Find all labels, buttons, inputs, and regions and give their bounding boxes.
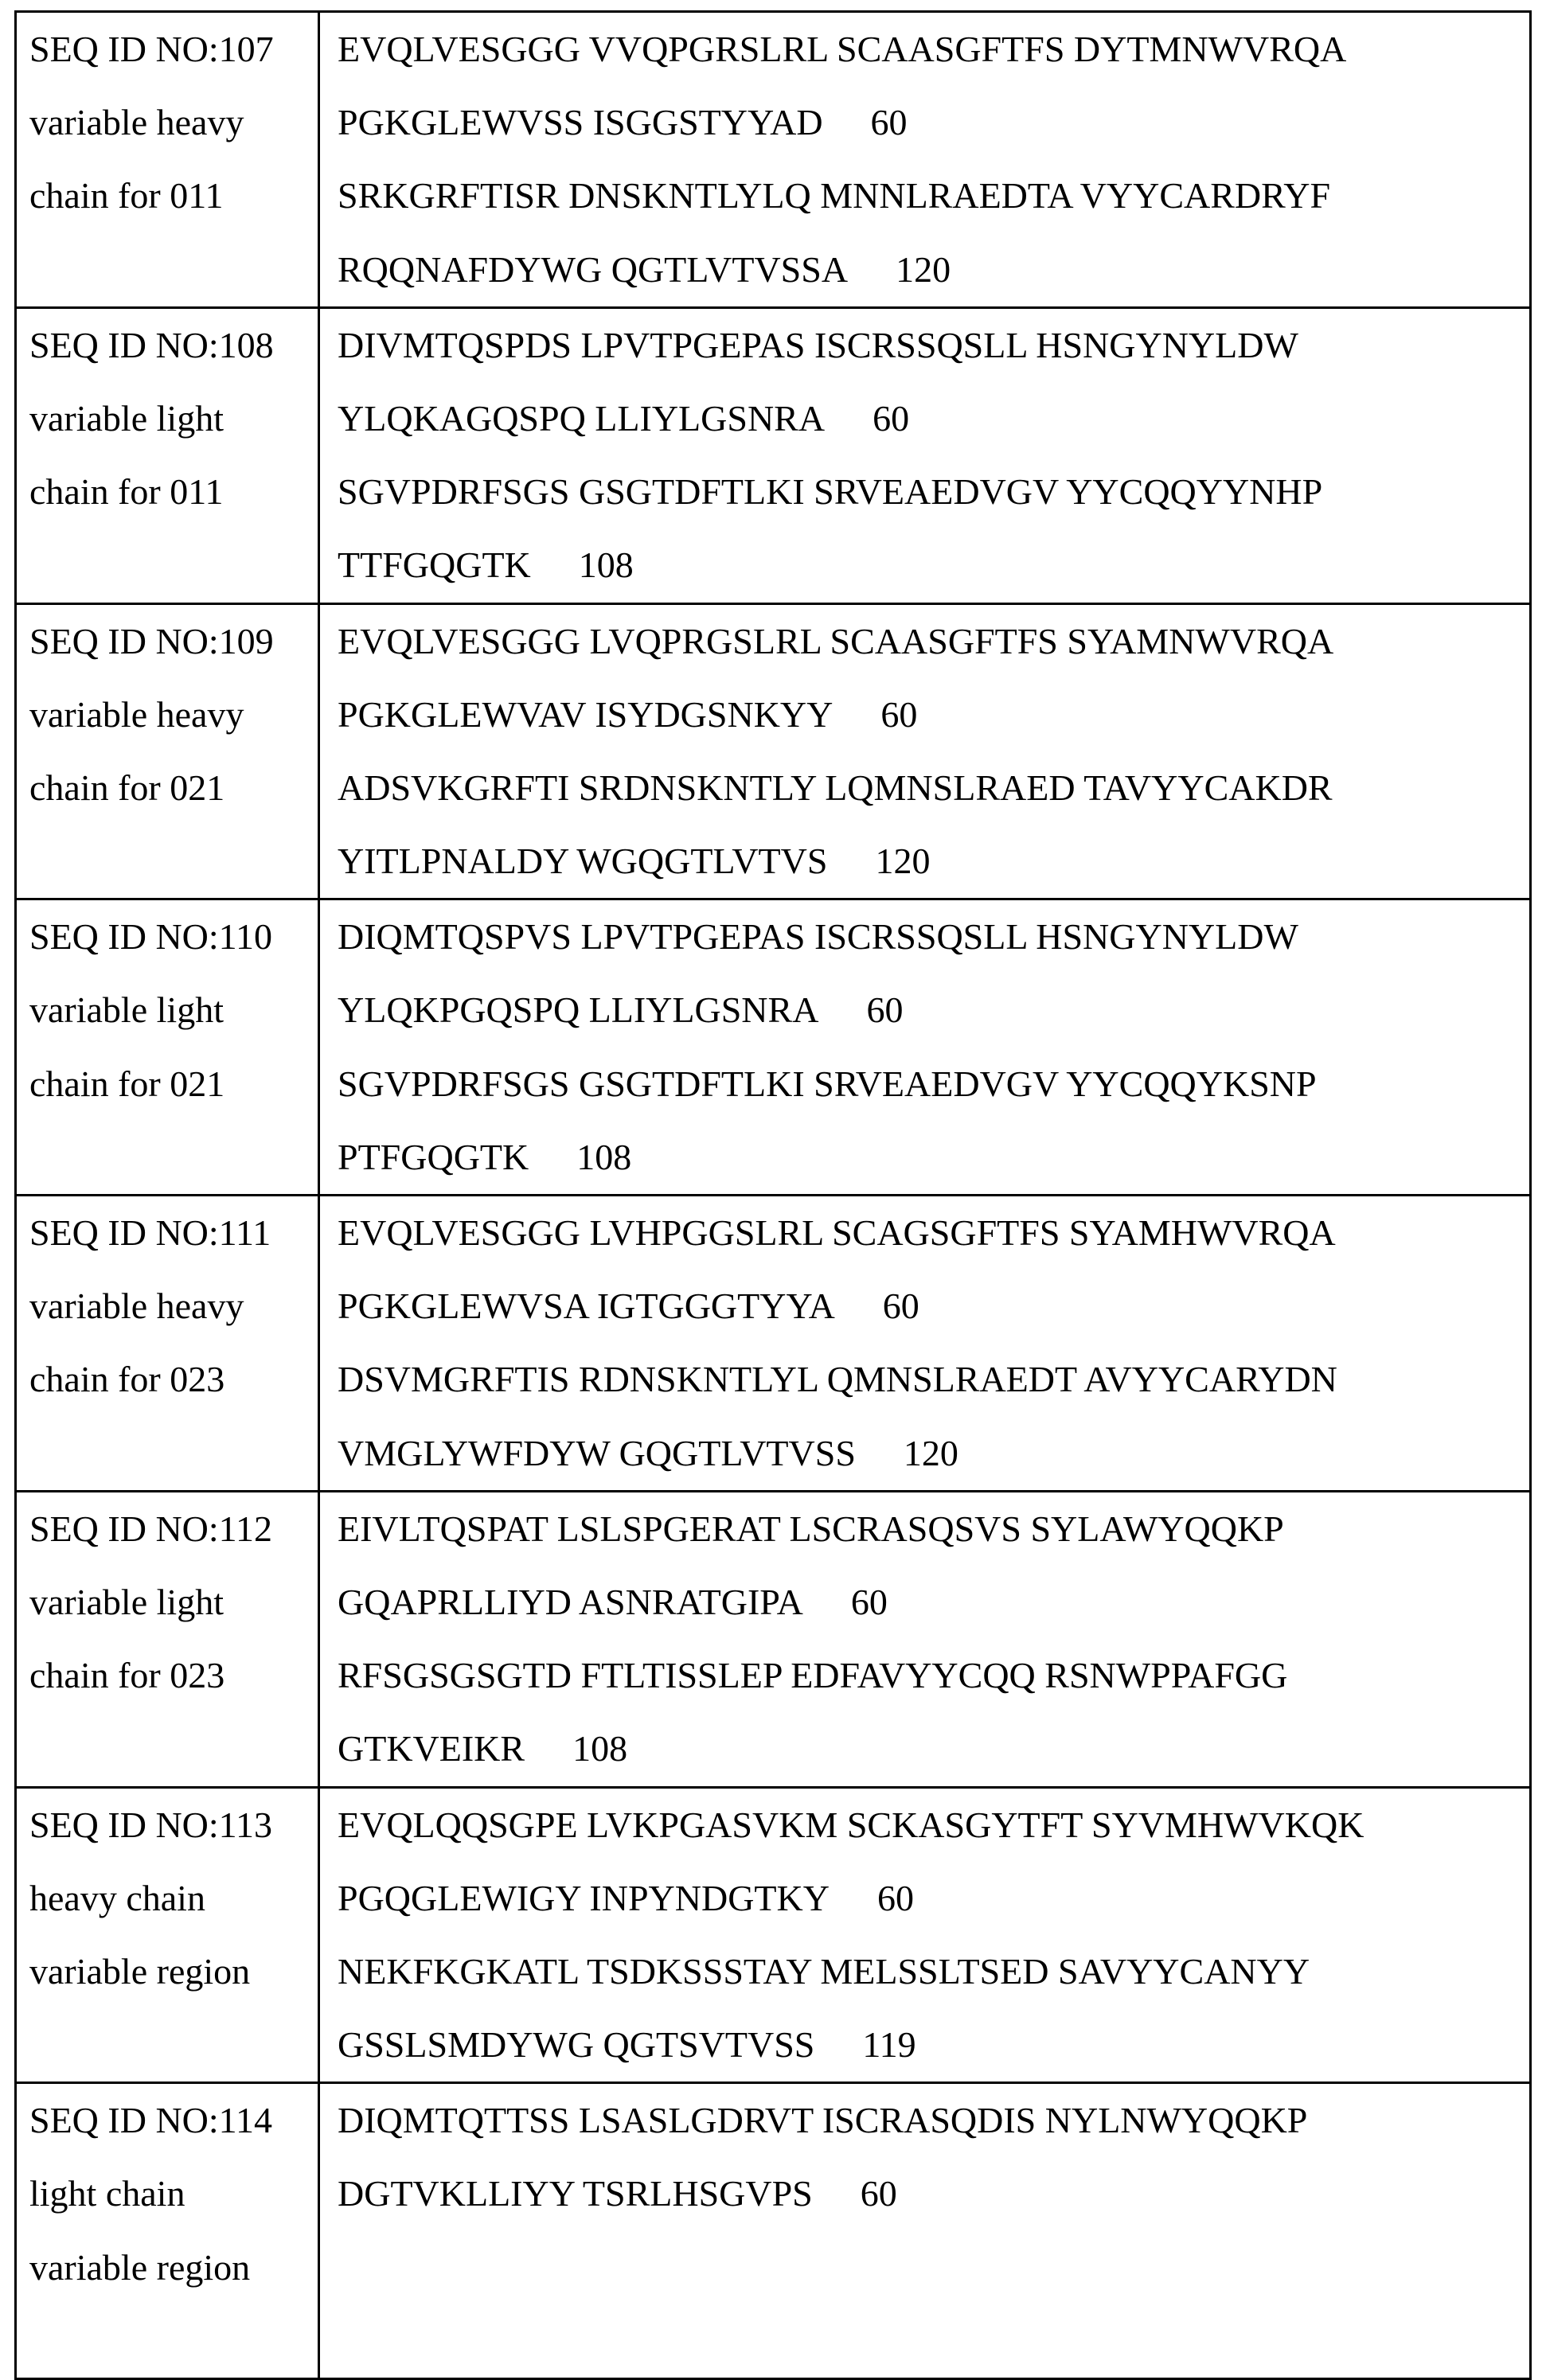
chain-description-line-1: variable light bbox=[29, 989, 224, 1031]
residue-count: 120 bbox=[875, 841, 931, 882]
sequence-cell bbox=[319, 307, 1531, 603]
sequence-line bbox=[338, 900, 1529, 973]
blank-line bbox=[29, 2008, 318, 2082]
sequence-line bbox=[338, 1789, 1529, 1862]
sequence-text: EVQLVESGGG LVHPGGSLRL SCAGSGFTFS SYAMHWVRQA bbox=[338, 1212, 1336, 1253]
sequence-line bbox=[338, 1862, 1529, 1935]
sequence-text: DIQMTQSPVS LPVTPGEPAS ISCRSSQSLL HSNGYNYLDW bbox=[338, 916, 1298, 958]
table-row bbox=[16, 2083, 1531, 2379]
sequence-label-cell bbox=[16, 307, 319, 603]
sequence-text: SGVPDRFSGS GSGTDFTLKI SRVEAEDVGV YYCQQYKSNP bbox=[338, 1063, 1317, 1104]
residue-count: 60 bbox=[882, 1286, 919, 1327]
sequence-text: TTFGQGTK bbox=[338, 544, 531, 586]
residue-count: 119 bbox=[862, 2024, 916, 2066]
sequence-label-cell bbox=[16, 12, 319, 308]
sequence-line bbox=[338, 751, 1529, 825]
sequence-line bbox=[338, 678, 1529, 751]
sequence-text: RFSGSGSGTD FTLTISSLEP EDFAVYYCQQ RSNWPPAFGG bbox=[338, 1655, 1288, 1696]
sequence-cell bbox=[319, 12, 1531, 308]
chain-description-line-1: variable light bbox=[29, 397, 224, 439]
sequence-line bbox=[338, 2304, 1529, 2378]
sequence-line bbox=[338, 1712, 1529, 1785]
residue-count: 108 bbox=[576, 1136, 632, 1177]
sequence-label-cell bbox=[16, 899, 319, 1196]
sequence-text: PGKGLEWVSA IGTGGGTYYA bbox=[338, 1286, 835, 1327]
sequence-line bbox=[338, 1492, 1529, 1566]
residue-count: 108 bbox=[578, 544, 634, 586]
sequence-cell bbox=[319, 603, 1531, 899]
blank-line bbox=[29, 529, 318, 602]
blank-line bbox=[29, 1417, 318, 1490]
chain-description-line-2: variable region bbox=[29, 2246, 251, 2288]
seq-id-label: SEQ ID NO:109 bbox=[29, 620, 274, 661]
chain-description-line-2: variable region bbox=[29, 1950, 251, 1992]
sequence-table bbox=[14, 10, 1532, 2380]
sequence-text: PGQGLEWIGY INPYNDGTKY bbox=[338, 1877, 830, 1918]
sequence-text: PTFGQGTK bbox=[338, 1136, 529, 1177]
sequence-line bbox=[338, 159, 1529, 232]
sequence-line bbox=[338, 2157, 1529, 2230]
blank-line bbox=[29, 2304, 318, 2378]
sequence-text: EVQLVESGGG VVQPGRSLRL SCAASGFTFS DYTMNWVRQA bbox=[338, 29, 1347, 69]
table-row bbox=[16, 899, 1531, 1196]
table-row bbox=[16, 603, 1531, 899]
sequence-label-cell bbox=[16, 2083, 319, 2379]
sequence-line bbox=[338, 605, 1529, 678]
residue-count: 60 bbox=[876, 1877, 914, 1918]
sequence-text: DIQMTQTTSS LSASLGDRVT ISCRASQDIS NYLNWYQQKP bbox=[338, 2100, 1308, 2141]
table-row bbox=[16, 1787, 1531, 2083]
sequence-line bbox=[338, 1639, 1529, 1712]
sequence-cell bbox=[319, 1787, 1531, 2083]
chain-description-line-2: chain for 011 bbox=[29, 471, 224, 513]
seq-id-label: SEQ ID NO:113 bbox=[29, 1804, 272, 1845]
chain-description-line-1: light chain bbox=[29, 2173, 185, 2214]
sequence-line bbox=[338, 455, 1529, 529]
sequence-text: ADSVKGRFTI SRDNSKNTLY LQMNSLRAED TAVYYCAKDR bbox=[338, 767, 1333, 808]
residue-count: 120 bbox=[896, 248, 951, 290]
residue-count: 60 bbox=[880, 693, 918, 735]
sequence-text: PGKGLEWVSS ISGGSTYYAD bbox=[338, 102, 823, 143]
sequence-table-body bbox=[16, 12, 1531, 2379]
residue-count: 60 bbox=[866, 989, 904, 1031]
seq-id-label: SEQ ID NO:107 bbox=[29, 29, 274, 69]
table-row bbox=[16, 1196, 1531, 1492]
table-row bbox=[16, 12, 1531, 308]
seq-id-label: SEQ ID NO:111 bbox=[29, 1212, 271, 1253]
sequence-text: GTKVEIKR bbox=[338, 1728, 525, 1769]
sequence-text: NEKFKGKATL TSDKSSSTAY MELSSLTSED SAVYYCANYY bbox=[338, 1950, 1310, 1992]
sequence-line bbox=[338, 382, 1529, 455]
sequence-text: SGVPDRFSGS GSGTDFTLKI SRVEAEDVGV YYCQQYYNHP bbox=[338, 471, 1323, 513]
blank-line bbox=[29, 1121, 318, 1194]
sequence-text: DIVMTQSPDS LPVTPGEPAS ISCRSSQSLL HSNGYNYLDW bbox=[338, 324, 1298, 365]
chain-description-line-2: chain for 023 bbox=[29, 1359, 225, 1400]
sequence-label-cell bbox=[16, 1196, 319, 1492]
chain-description-line-2: chain for 023 bbox=[29, 1655, 225, 1696]
sequence-text: GQAPRLLIYD ASNRATGIPA bbox=[338, 1581, 803, 1622]
sequence-text: EVQLVESGGG LVQPRGSLRL SCAASGFTFS SYAMNWVRQA bbox=[338, 620, 1334, 661]
sequence-line bbox=[338, 825, 1529, 898]
sequence-line bbox=[338, 1935, 1529, 2008]
sequence-text: EIVLTQSPAT LSLSPGERAT LSCRASQSVS SYLAWYQQKP bbox=[338, 1508, 1284, 1549]
chain-description-line-1: variable light bbox=[29, 1581, 224, 1622]
sequence-line bbox=[338, 1196, 1529, 1270]
chain-description-line-2: chain for 021 bbox=[29, 1063, 225, 1104]
sequence-cell bbox=[319, 899, 1531, 1196]
seq-id-label: SEQ ID NO:108 bbox=[29, 324, 274, 365]
seq-id-label: SEQ ID NO:110 bbox=[29, 916, 272, 958]
sequence-line bbox=[338, 1417, 1529, 1490]
residue-count: 60 bbox=[850, 1581, 888, 1622]
sequence-line bbox=[338, 2084, 1529, 2157]
sequence-line bbox=[338, 1343, 1529, 1416]
sequence-text: YLQKPGQSPQ LLIYLGSNRA bbox=[338, 989, 819, 1031]
sequence-line bbox=[338, 2231, 1529, 2304]
sequence-text: YITLPNALDY WGQGTLVTVS bbox=[338, 841, 828, 882]
sequence-line bbox=[338, 529, 1529, 602]
sequence-text: VMGLYWFDYW GQGTLVTVSS bbox=[338, 1432, 856, 1473]
sequence-cell bbox=[319, 2083, 1531, 2379]
sequence-text: RQQNAFDYWG QGTLVTVSSA bbox=[338, 248, 849, 290]
sequence-text: DSVMGRFTIS RDNSKNTLYL QMNSLRAEDT AVYYCARYDN bbox=[338, 1359, 1337, 1400]
sequence-label-cell bbox=[16, 1787, 319, 2083]
seq-id-label: SEQ ID NO:112 bbox=[29, 1508, 272, 1549]
residue-count: 60 bbox=[870, 102, 908, 143]
sequence-text: EVQLQQSGPE LVKPGASVKM SCKASGYTFT SYVMHWVKQK bbox=[338, 1804, 1364, 1845]
sequence-line bbox=[338, 1566, 1529, 1639]
chain-description-line-1: variable heavy bbox=[29, 102, 244, 143]
blank-line bbox=[29, 1712, 318, 1785]
sequence-line bbox=[338, 233, 1529, 306]
sequence-text: GSSLSMDYWG QGTSVTVSS bbox=[338, 2024, 815, 2066]
sequence-line bbox=[338, 13, 1529, 86]
residue-count: 120 bbox=[903, 1432, 958, 1473]
sequence-line bbox=[338, 309, 1529, 382]
chain-description-line-2: chain for 021 bbox=[29, 767, 225, 808]
sequence-text: YLQKAGQSPQ LLIYLGSNRA bbox=[338, 397, 826, 439]
sequence-cell bbox=[319, 1196, 1531, 1492]
blank-line bbox=[29, 233, 318, 306]
residue-count: 60 bbox=[873, 397, 910, 439]
residue-count: 108 bbox=[572, 1728, 628, 1769]
sequence-text: PGKGLEWVAV ISYDGSNKYY bbox=[338, 693, 834, 735]
chain-description-line-1: variable heavy bbox=[29, 1286, 244, 1327]
sequence-line bbox=[338, 1270, 1529, 1343]
sequence-line bbox=[338, 86, 1529, 159]
sequence-line bbox=[338, 973, 1529, 1047]
sequence-text: SRKGRFTISR DNSKNTLYLQ MNNLRAEDTA VYYCARDRYF bbox=[338, 175, 1331, 217]
blank-line bbox=[29, 825, 318, 898]
sequence-line bbox=[338, 2008, 1529, 2082]
sequence-cell bbox=[319, 1491, 1531, 1787]
table-row bbox=[16, 1491, 1531, 1787]
table-row bbox=[16, 307, 1531, 603]
chain-description-line-1: heavy chain bbox=[29, 1877, 205, 1918]
sequence-text: DGTVKLLIYY TSRLHSGVPS bbox=[338, 2173, 813, 2214]
sequence-line bbox=[338, 1048, 1529, 1121]
chain-description-line-2: chain for 011 bbox=[29, 175, 224, 217]
sequence-label-cell bbox=[16, 603, 319, 899]
chain-description-line-1: variable heavy bbox=[29, 693, 244, 735]
residue-count: 60 bbox=[860, 2173, 897, 2214]
seq-id-label: SEQ ID NO:114 bbox=[29, 2100, 272, 2141]
sequence-label-cell bbox=[16, 1491, 319, 1787]
sequence-line bbox=[338, 1121, 1529, 1194]
